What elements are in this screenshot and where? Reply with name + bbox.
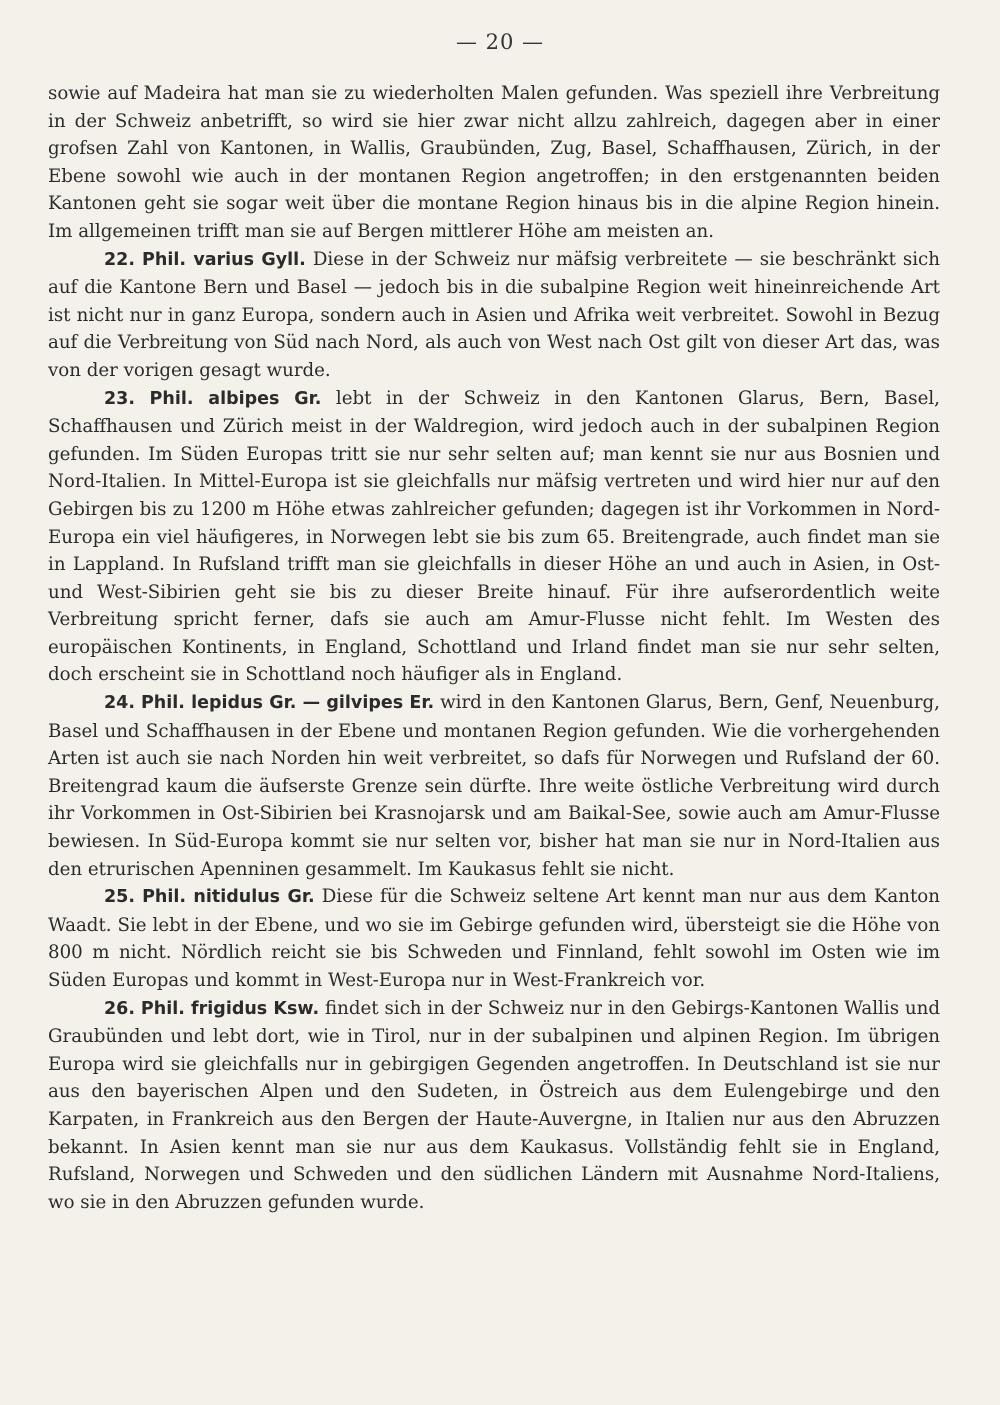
entry-text: findet sich in der Schweiz nur in den Gebirgs-Kantonen Wallis und Graubünden und lebt dort, wie in Tirol, nur in der subalpinen und alpinen Region. Im übrigen Europa wird sie gleichfalls nur in gebirgigen Gegenden angetroffen. In Deutschland ist sie nur aus den bayerischen Alpen und den Sudeten, in Östreich aus dem Eulengebirge und den Karpaten, in Frankreich aus den Bergen der Haute-Auvergne, in Italien nur aus den Abruzzen bekannt. In Asien kennt man sie nur aus dem Kaukasus. Vollständig fehlt sie in England, Rufsland, Norwegen und Schweden und den südlichen Ländern mit Ausnahme Nord-Italiens, wo sie in den Abruzzen gefunden wurde. (48, 997, 940, 1213)
entry-number: 23. (104, 388, 136, 409)
entry-paragraph (48, 246, 940, 385)
body-text (48, 80, 940, 1216)
species-name: Phil. nitidulus Gr. (142, 887, 315, 908)
entry-number: 24. (104, 693, 136, 714)
entry-paragraph (48, 995, 940, 1217)
entry-number: 25. (104, 887, 136, 908)
page-number: — 20 — (455, 30, 545, 54)
entry-paragraph (48, 385, 940, 690)
entry-text: lebt in der Schweiz in den Kantonen Glarus, Bern, Basel, Schaffhausen und Zürich meist in der Waldregion, wird jedoch auch in der subalpinen Region gefunden. Im Süden Europas tritt sie nur sehr selten auf; man kennt sie nur aus Bosnien und Nord-Italien. In Mittel-Europa ist sie gleichfalls nur mäfsig vertreten und wird hier nur auf den Gebirgen bis zu 1200 m Höhe etwas zahlreicher gefunden; dagegen ist ihr Vorkommen in Nord-Europa ein viel häufigeres, in Norwegen lebt sie bis zum 65. Breitengrade, auch findet man sie in Lappland. In Rufsland trifft man sie gleichfalls in dieser Höhe an und auch in Asien, in Ost- und West-Sibirien geht sie bis zu dieser Breite hinauf. Für ihre aufserordentlich weite Verbreitung spricht ferner, dafs sie auch am Amur-Flusse nicht fehlt. Im Westen des europäischen Kontinents, in England, Schottland und Irland findet man sie nur sehr selten, doch erscheint sie in Schottland noch häufiger als in England. (48, 387, 940, 686)
entry-number: 26. (104, 998, 136, 1019)
entry-number: 22. (104, 249, 136, 270)
species-name: Phil. varius Gyll. (142, 249, 306, 270)
entry-text: wird in den Kantonen Glarus, Bern, Genf, Neuenburg, Basel und Schaffhausen in der Ebene und montanen Region gefunden. Wie die vorhergehenden Arten ist auch sie nach Norden hin weit verbreitet, so dafs für Norwegen und Rufsland der 60. Breitengrad kaum die äufserste Grenze sein dürfte. Ihre weite östliche Verbreitung wird durch ihr Vorkommen in Ost-Sibirien bei Krasnojarsk und am Baikal-See, sowie auch am Amur-Flusse bewiesen. In Süd-Europa kommt sie nur selten vor, bisher hat man sie nur in Nord-Italien aus den etrurischen Apenninen gesammelt. Im Kaukasus fehlt sie nicht. (48, 692, 940, 880)
entry-text: Diese in der Schweiz nur mäfsig verbreitete — sie beschränkt sich auf die Kantone Bern und Basel — jedoch bis in die subalpine Region weit hineinreichende Art ist nicht nur in ganz Europa, sondern auch in Asien und Afrika weit verbreitet. Sowohl in Bezug auf die Verbreitung von Süd nach Nord, als auch von West nach Ost gilt von dieser Art das, was von der vorigen gesagt wurde. (48, 248, 940, 381)
entry-text: Diese für die Schweiz seltene Art kennt man nur aus dem Kanton Waadt. Sie lebt in der Ebene, und wo sie im Gebirge gefunden wird, übersteigt sie die Höhe von 800 m nicht. Nördlich reicht sie bis Schweden und Finnland, fehlt sowohl im Osten wie im Süden Europas und kommt in West-Europa nur in West-Frankreich vor. (48, 886, 940, 991)
entry-paragraph (48, 883, 940, 994)
species-name: Phil. lepidus Gr. — gilvipes Er. (140, 693, 435, 714)
species-name: Phil. albipes Gr. (149, 388, 322, 409)
intro-paragraph: sowie auf Madeira hat man sie zu wiederholten Malen gefunden. Was speziell ihre Verbreitung in der Schweiz anbetrifft, so wird sie hier zwar nicht allzu zahlreich, dagegen aber in einer grofsen Zahl von Kantonen, in Wallis, Graubünden, Zug, Basel, Schaffhausen, Zürich, in der Ebene sowohl wie auch in der montanen Region angetroffen; in den erstgenannten beiden Kantonen geht sie sogar weit über die montane Region hinaus bis in die alpine Region hinein. Im allgemeinen trifft man sie auf Bergen mittlerer Höhe am meisten an. (48, 83, 940, 242)
species-name: Phil. frigidus Ksw. (140, 998, 320, 1019)
entry-paragraph (48, 689, 940, 883)
